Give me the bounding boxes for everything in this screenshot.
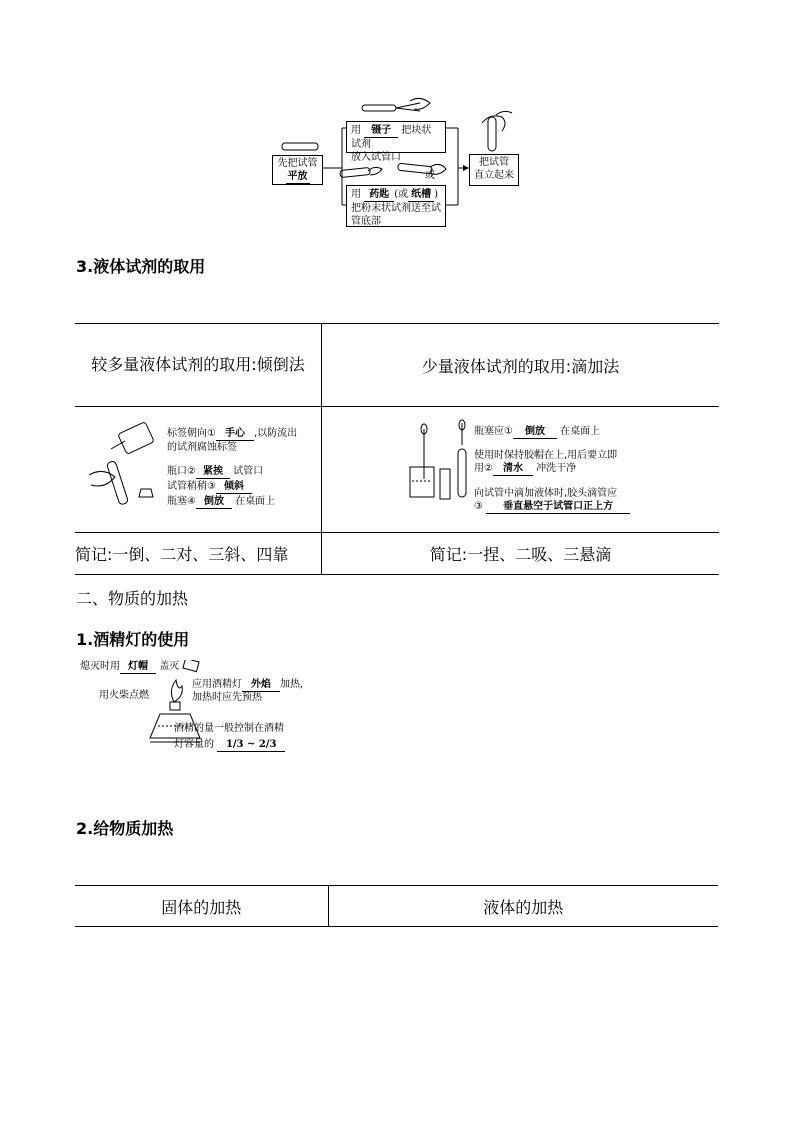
preheat-line: 加热时应先预热	[192, 692, 262, 703]
pour-line3: 瓶口② 紧挨 试管口	[167, 466, 264, 477]
bottom-box-line2: 把粉末状试剂送至试	[351, 203, 441, 214]
pour-line5: 瓶塞④ 倒放 在桌面上	[167, 496, 276, 507]
memo-pour: 简记:一倒、二对、三斜、四靠	[75, 533, 322, 575]
inverted-blank: 倒放	[196, 495, 232, 509]
section1-title: 1.酒精灯的使用	[76, 630, 190, 649]
memo-drop: 简记:一捏、二吸、三悬滴	[322, 533, 720, 575]
adjacent-blank: 紧挨	[196, 465, 230, 479]
outer-flame-blank: 外焰	[242, 678, 280, 692]
paper-trough-icon	[398, 163, 446, 174]
drop-line2: 使用时保持胶帽在上,用后要立即	[474, 450, 618, 461]
trough-blank: 纸槽	[408, 188, 434, 202]
left-box-line1: 先把试管	[277, 158, 318, 169]
left-box-line2	[275, 170, 320, 184]
cap-blank: 灯帽	[120, 660, 156, 674]
header-pour: 较多量液体试剂的取用:倾倒法	[75, 324, 322, 407]
drop-line3: 用② 清水 冲洗干净	[474, 463, 577, 474]
upright-tube-icon	[482, 111, 512, 151]
dropper-setup-icon	[402, 419, 472, 509]
drop-line4: 向试管中滴加液体时,胶头滴管应	[474, 488, 618, 499]
drop-line5: ③ 垂直悬空于试管口正上方	[474, 500, 630, 514]
tweezers-blank: 镊子	[364, 124, 398, 138]
amount-line2: 灯容量的 1/3 ~ 2/3	[174, 738, 285, 752]
header-drop: 少量液体试剂的取用:滴加法	[322, 324, 720, 407]
extinguish-line: 熄灭时用 灯帽 盖灭	[80, 661, 180, 672]
bottom-box	[346, 185, 446, 227]
pour-line4: 试管稍稍③ 倾斜	[167, 480, 252, 494]
test-tube-icon	[282, 143, 318, 150]
water-blank: 清水	[493, 462, 533, 476]
tweezers-icon	[362, 98, 430, 111]
drop-cell	[322, 407, 720, 533]
pouring-bottle-icon	[81, 419, 161, 519]
top-box	[346, 121, 446, 163]
liquid-heating-header: 液体的加热	[328, 886, 718, 927]
or-label: 或	[425, 170, 435, 181]
part2-title: 二、物质的加热	[76, 589, 189, 608]
spoon-icon	[340, 167, 382, 177]
fraction-blank: 1/3 ~ 2/3	[217, 738, 285, 752]
flat-blank: 平放	[287, 171, 308, 182]
solid-heating-header: 固体的加热	[75, 886, 328, 927]
left-box	[272, 155, 323, 185]
section3-title: 3.液体试剂的取用	[76, 257, 206, 276]
pour-cell	[75, 407, 322, 533]
vertical-blank: 垂直悬空于试管口正上方	[486, 500, 630, 514]
spoon-blank: 药匙	[364, 188, 394, 202]
bottom-box-line1: 用 药匙 (或 纸槽 )	[351, 189, 438, 200]
top-box-line1: 用 镊子 把块状试剂	[351, 125, 432, 150]
section2-title: 2.给物质加热	[76, 819, 174, 838]
bottom-box-line3: 管底部	[351, 216, 381, 227]
amount-line1: 酒精的量一般控制在酒精	[174, 723, 284, 734]
stopper-blank: 倒放	[513, 425, 557, 439]
heating-table	[75, 885, 718, 927]
tilt-blank: 倾斜	[216, 480, 252, 494]
liquid-reagent-table	[75, 323, 719, 575]
pour-line1: 标签朝向① 手心 ,以防流出	[167, 428, 298, 439]
light-line: 用火柴点燃	[99, 690, 149, 701]
heat-line: 应用酒精灯 外焰 加热,	[192, 679, 304, 690]
right-box: 把试管 直立起来	[469, 154, 519, 186]
drop-line1: 瓶塞应① 倒放 在桌面上	[474, 426, 601, 437]
top-box-line2: 放入试管口	[351, 152, 401, 163]
palm-blank: 手心	[216, 427, 254, 441]
pour-line2: 的试剂腐蚀标签	[167, 442, 237, 453]
